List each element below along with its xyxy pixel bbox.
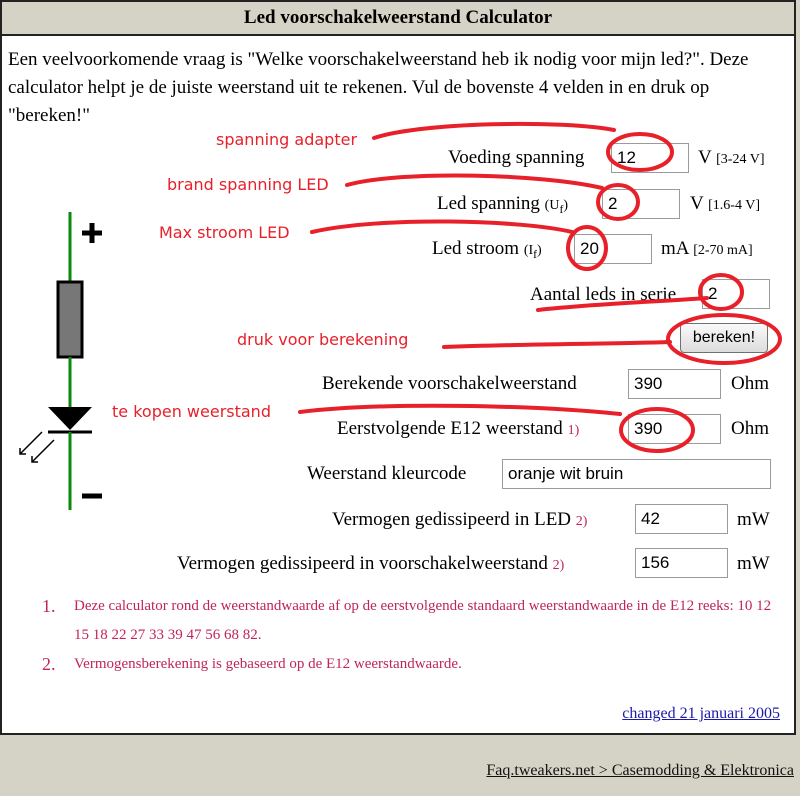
annotation-brand-spanning: brand spanning LED <box>167 175 329 194</box>
footnote-2: 2. Vermogensberekening is gebaseerd op de E12 weerstandwaarde. <box>42 654 462 674</box>
annotation-strokes <box>2 2 798 737</box>
e12-label: Eerstvolgende E12 weerstand 1) <box>337 418 580 439</box>
e12-output[interactable]: 390 <box>628 414 721 444</box>
breadcrumb-footer-link[interactable]: Faq.tweakers.net > Casemodding & Elektronica <box>486 762 794 779</box>
led-spanning-unit: V [1.6-4 V] <box>690 193 760 214</box>
circle-led-stroom <box>568 227 606 269</box>
aantal-input[interactable]: 2 <box>702 279 770 309</box>
verm-weerstand-output[interactable]: 156 <box>635 548 728 578</box>
changed-date-link[interactable]: changed 21 januari 2005 <box>622 705 780 722</box>
verm-led-unit: mW <box>737 509 770 530</box>
circle-bereken <box>668 315 780 363</box>
arrow-druk <box>444 342 670 347</box>
annotation-max-stroom: Max stroom LED <box>159 223 290 242</box>
arrow-brand-spanning <box>347 175 602 188</box>
arrow-spanning-adapter <box>374 124 614 138</box>
annotation-spanning-adapter: spanning adapter <box>216 130 358 149</box>
arrow-max-stroom <box>312 221 572 232</box>
berekende-output[interactable]: 390 <box>628 369 721 399</box>
annotation-te-kopen: te kopen weerstand <box>112 402 271 421</box>
voeding-label: Voeding spanning <box>448 147 585 168</box>
led-spanning-label: Led spanning $(U_f)$ <box>437 193 568 216</box>
bereken-button[interactable]: bereken! <box>680 323 768 353</box>
aantal-label: Aantal leds in serie <box>530 284 677 305</box>
verm-led-label: Vermogen gedissipeerd in LED 2) <box>332 509 588 530</box>
intro-text: Een veelvoorkomende vraag is "Welke voorschakelweerstand heb ik nodig voor mijn led?". Deze calculator helpt je de juiste weerstand uit te rekenen. Vul de bovenste 4 velden in en druk op "bereken!" <box>8 49 749 126</box>
arrow-te-kopen <box>300 406 620 414</box>
verm-weerstand-label: Vermogen gedissipeerd in voorschakelweerstand 2) <box>177 553 565 574</box>
annotation-druk: druk voor berekening <box>237 330 409 349</box>
verm-led-output[interactable]: 42 <box>635 504 728 534</box>
e12-unit: Ohm <box>731 418 769 439</box>
led-spanning-input[interactable]: 2 <box>602 189 680 219</box>
led-stroom-unit: mA [2-70 mA] <box>661 238 753 259</box>
footnote-1: 1. Deze calculator rond de weerstandwaarde af op de eerstvolgende standaard weerstandwaarde in de E12 reeks: 10 12 15 18 22 27 33 39 47 56 68 82. <box>42 596 772 643</box>
berekende-unit: Ohm <box>731 373 769 394</box>
berekende-label: Berekende voorschakelweerstand <box>322 373 577 394</box>
voeding-input[interactable]: 12 <box>611 143 689 173</box>
kleurcode-output[interactable]: oranje wit bruin <box>502 459 771 489</box>
voeding-unit: V [3-24 V] <box>698 147 765 168</box>
kleurcode-label: Weerstand kleurcode <box>307 463 467 484</box>
page-title: Led voorschakelweerstand Calculator <box>2 2 794 36</box>
led-stroom-input[interactable]: 20 <box>574 234 652 264</box>
verm-weerstand-unit: mW <box>737 553 770 574</box>
circle-led-spanning <box>598 185 638 219</box>
underline-aantal <box>538 298 707 310</box>
circle-e12 <box>621 409 693 451</box>
led-stroom-label: Led stroom $(I_f)$ <box>432 238 542 261</box>
circle-voeding <box>608 134 672 170</box>
circle-aantal <box>700 275 742 309</box>
